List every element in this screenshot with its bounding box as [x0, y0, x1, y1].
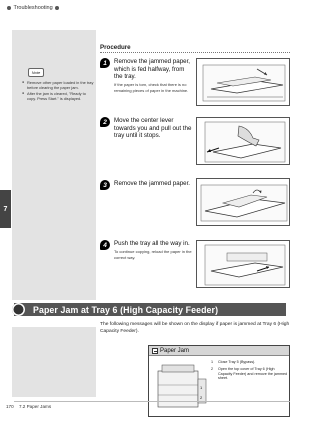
list-item-text: Close Tray 5 (Bypass). — [218, 360, 256, 364]
note-item: ● Remove other paper loaded in the tray before clearing the paper jam. — [22, 80, 94, 90]
push-tray-illustration — [196, 240, 290, 288]
step-title: Push the tray all the way in. — [114, 240, 190, 247]
list-item — [211, 367, 289, 381]
panel-instruction-list — [211, 360, 289, 383]
header-bullet-icon — [7, 6, 11, 10]
step-detail: To continue copying, reload the paper in the correct way. — [114, 248, 192, 260]
machine-illustration — [152, 359, 209, 415]
running-header — [6, 5, 60, 11]
step-number-badge: 4 — [100, 240, 110, 250]
paper-jam-icon — [152, 348, 158, 354]
list-item-number: 1 — [211, 360, 214, 364]
callout-2: 2 — [200, 395, 203, 400]
panel-title: Paper Jam — [160, 347, 190, 354]
step-number-badge: 1 — [100, 58, 110, 68]
display-panel — [148, 345, 290, 417]
section-bullet-icon — [12, 303, 25, 316]
header-label: Troubleshooting — [13, 5, 53, 11]
list-item-number: 2 — [211, 366, 214, 371]
step-title: Remove the jammed paper, which is fed halfway, from the tray. — [114, 58, 191, 80]
sidebar-panel-lower — [12, 327, 96, 397]
list-item — [211, 360, 289, 365]
footer-divider — [14, 401, 290, 402]
step-detail: If the paper is torn, check that there is no remaining pieces of paper in the machine. — [114, 81, 189, 93]
header-bullet-icon — [55, 6, 59, 10]
page-footer — [6, 404, 51, 409]
step-title: Move the center lever towards you and pull out the tray until it stops. — [114, 117, 192, 139]
footer-section: 7.2 Paper Jams — [18, 404, 52, 409]
procedure-divider — [100, 52, 290, 53]
jammed-paper-illustration — [196, 178, 290, 226]
tray-remove-paper-illustration — [196, 58, 290, 106]
page-number: 170 — [6, 404, 14, 409]
callout-1: 1 — [200, 385, 203, 390]
note-icon: Note — [28, 68, 44, 77]
section-title: Paper Jam at Tray 6 (High Capacity Feeder) — [33, 304, 219, 315]
list-item-text: Open the top cover of Tray 6 (High Capacity Feeder) and remove the jammed sheet. — [218, 366, 288, 381]
note-box — [22, 68, 94, 102]
step-number-badge: 3 — [100, 180, 110, 190]
tray-lever-illustration — [196, 117, 290, 165]
note-item: ● After the jam is cleared, "Ready to copy. Press Start." is displayed. — [22, 91, 94, 101]
procedure-heading: Procedure — [100, 44, 131, 51]
step-number-badge: 2 — [100, 117, 110, 127]
chapter-tab: 7 — [0, 190, 11, 228]
section-header-bar — [14, 303, 286, 316]
section-intro: The following messages will be shown on the display if paper is jammed at Tray 6 (High Capacity Feeder). — [100, 322, 290, 334]
step-title: Remove the jammed paper. — [114, 180, 191, 187]
panel-header — [149, 346, 289, 356]
